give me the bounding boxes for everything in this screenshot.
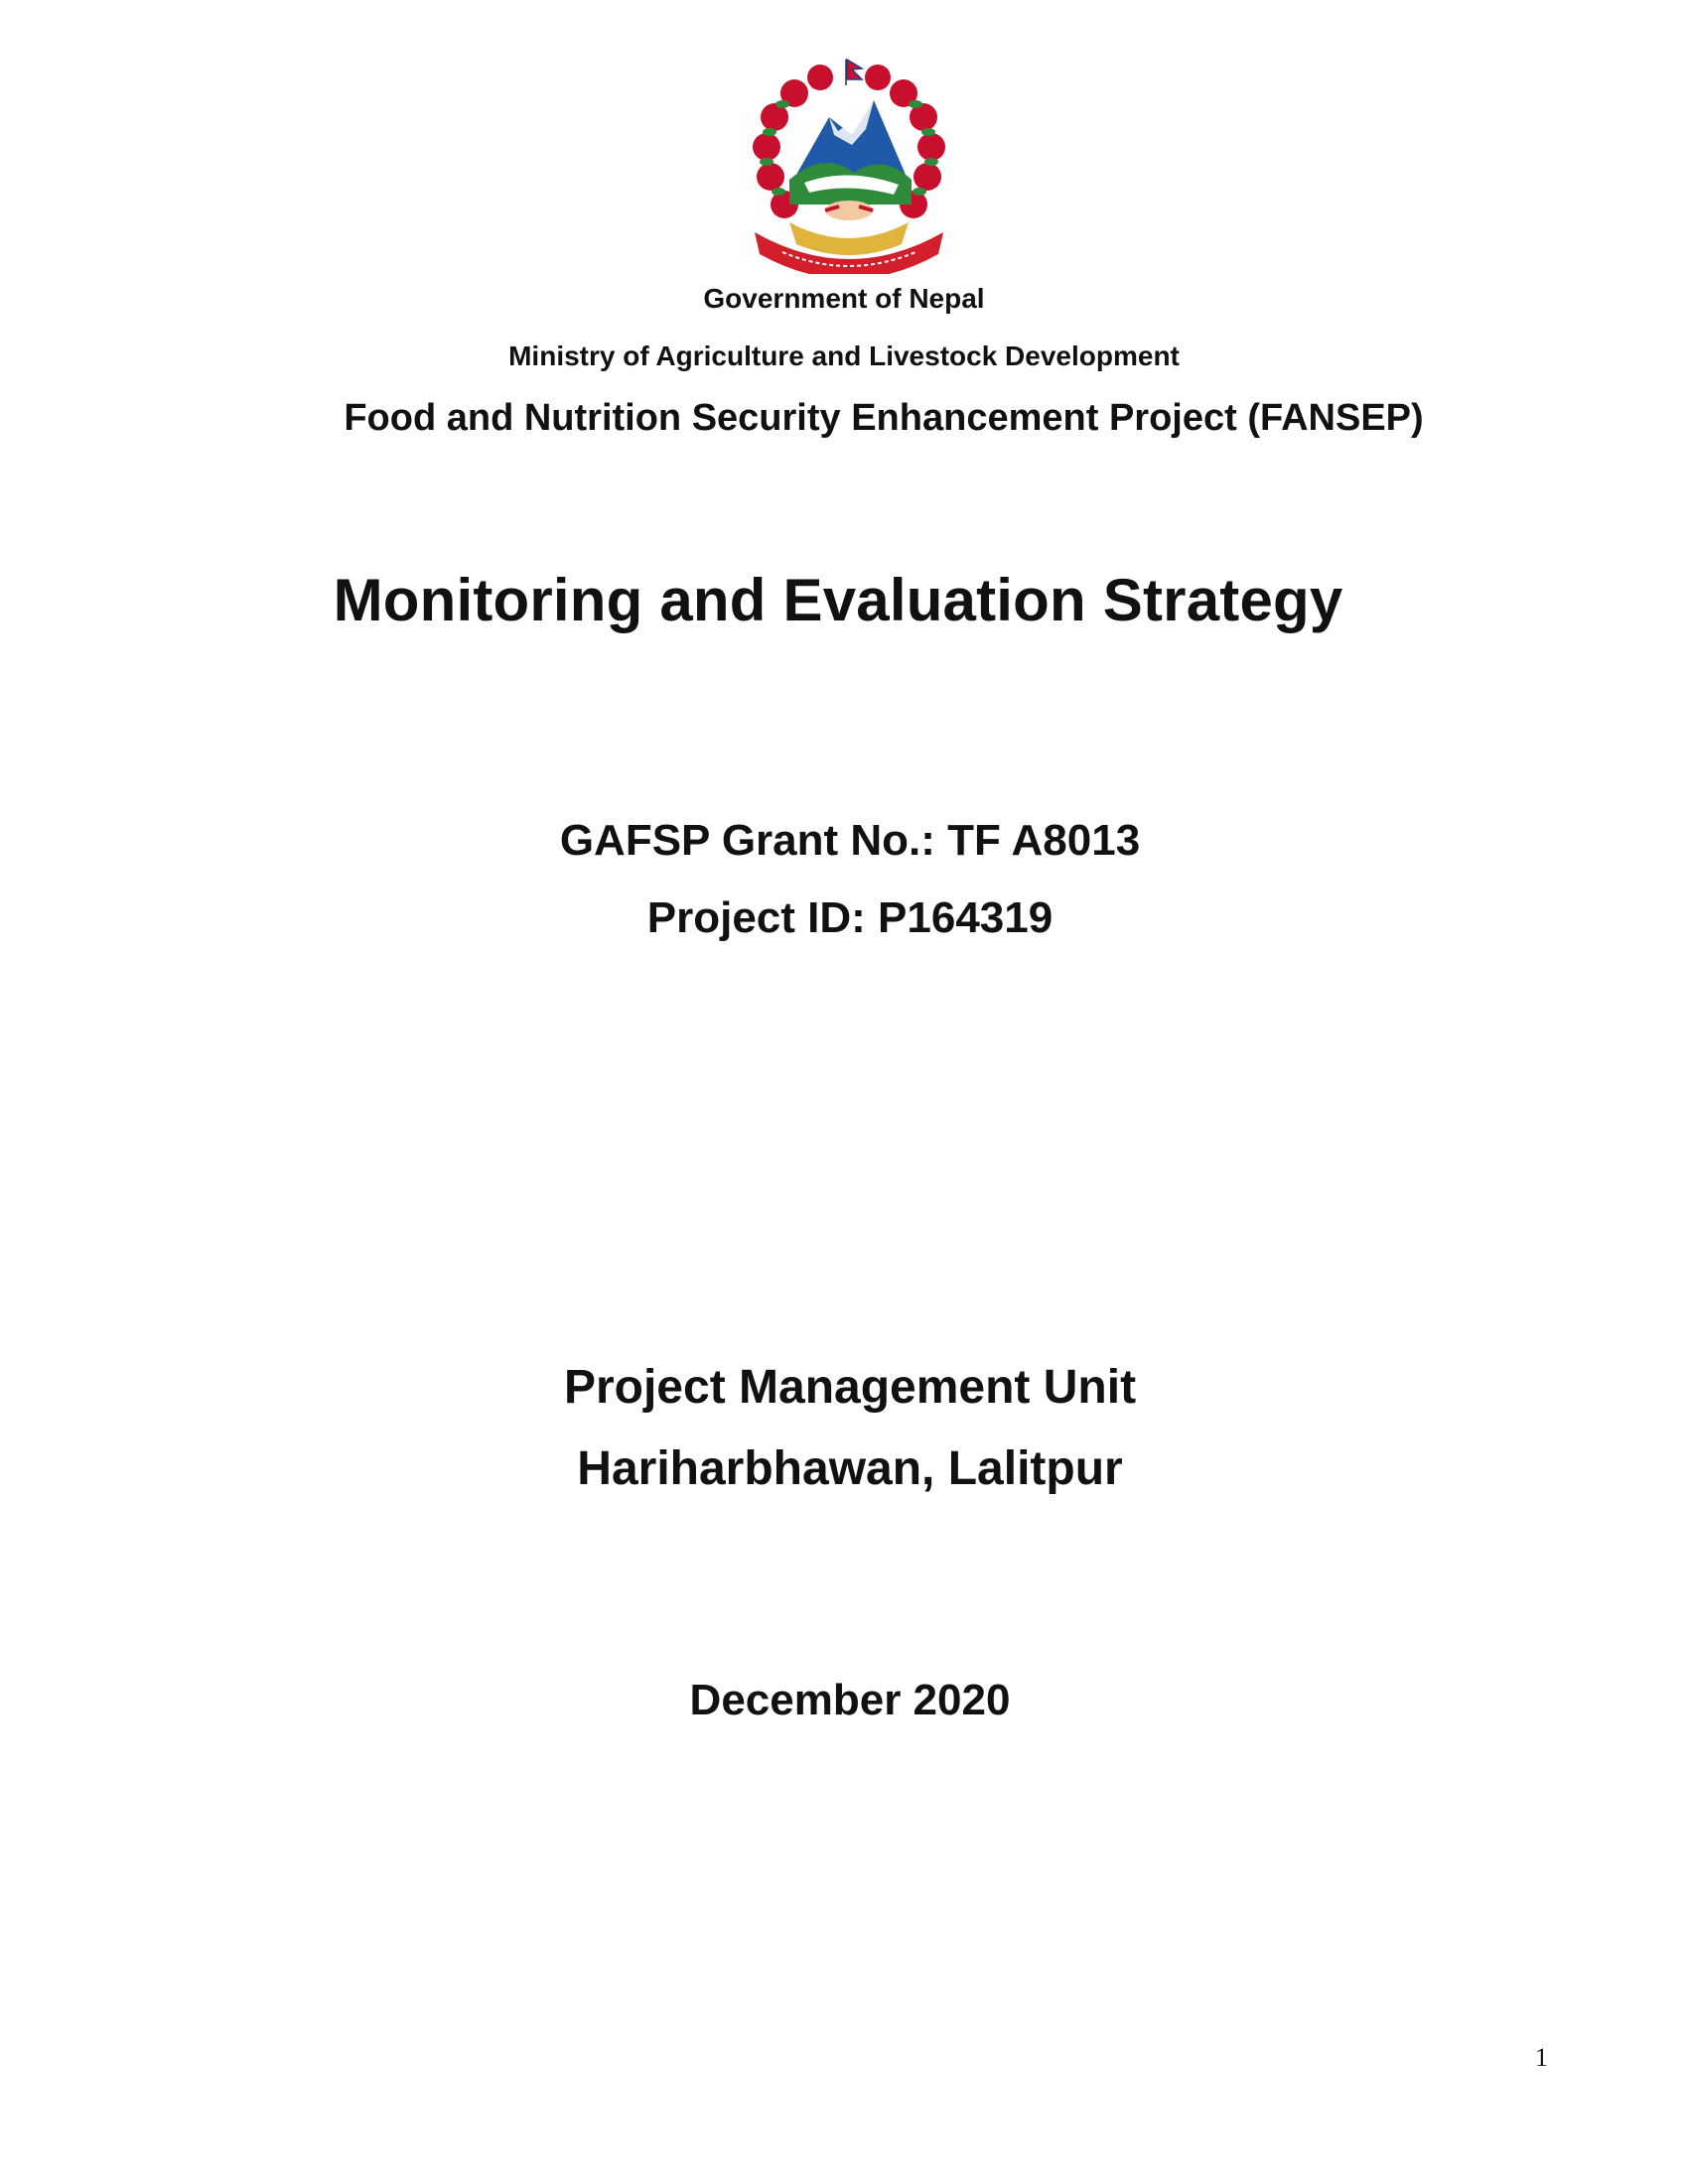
unit-address: Hariharbhawan, Lalitpur [577, 1442, 1123, 1495]
unit-name: Project Management Unit [563, 1361, 1137, 1414]
government-name: Government of Nepal [703, 283, 985, 314]
nepal-government-emblem-icon [735, 56, 963, 274]
document-title: Monitoring and Evaluation Strategy [333, 567, 1343, 633]
document-date: December 2020 [689, 1676, 1011, 1724]
page-number: 1 [1535, 2043, 1548, 2072]
ministry-name: Ministry of Agriculture and Livestock Development [508, 341, 1180, 371]
grant-number: GAFSP Grant No.: TF A8013 [559, 816, 1141, 865]
project-id: Project ID: P164319 [646, 893, 1054, 942]
project-name: Food and Nutrition Security Enhancement Project (FANSEP) [344, 397, 1424, 439]
